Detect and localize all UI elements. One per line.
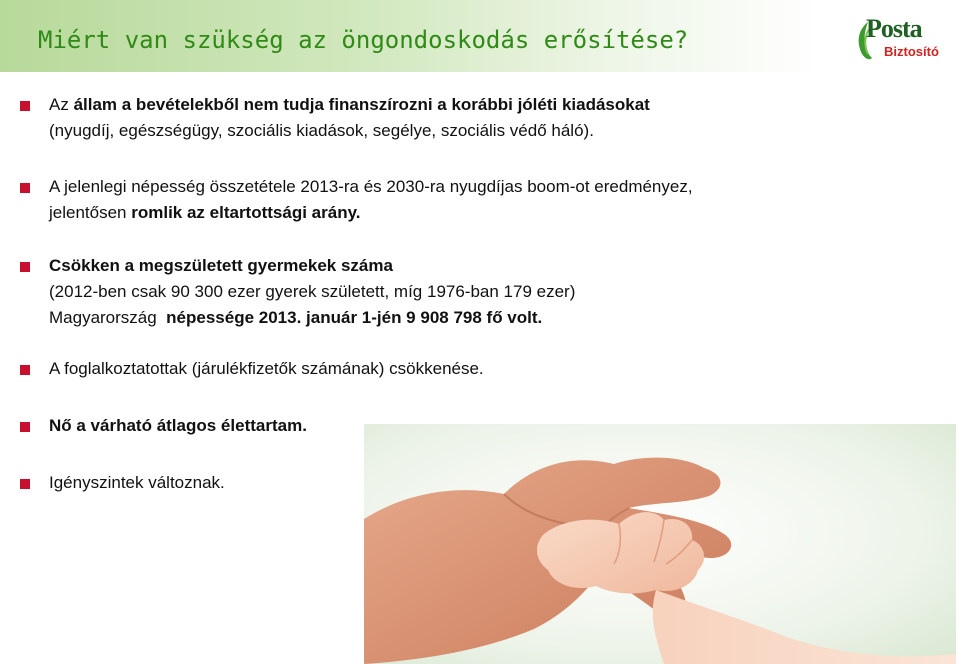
bullet-text: (2012-ben csak 90 300 ezer gyerek született, míg 1976-ban 179 ezer)	[49, 282, 576, 301]
logo-subtitle: Biztosító	[884, 44, 939, 59]
bullet-square-icon	[20, 183, 30, 193]
bullet-text: A jelenlegi népesség összetétele 2013-ra és 2030-ra nyugdíjas boom-ot eredményez,	[49, 177, 693, 196]
bullet-square-icon	[20, 262, 30, 272]
bullet-text: Az	[49, 95, 74, 114]
bullet-text: jelentősen	[49, 203, 132, 222]
bullet-text: (nyugdíj, egészségügy, szociális kiadások, segélye, szociális védő háló).	[49, 121, 594, 140]
bullet-text-bold: Nő a várható átlagos élettartam.	[49, 416, 307, 435]
bullet-square-icon	[20, 365, 30, 375]
bullet-text-bold: romlik az eltartottsági arány.	[131, 203, 361, 222]
bullet-text: Igényszintek változnak.	[49, 473, 225, 492]
logo-brand: Posta	[866, 14, 922, 43]
bullet-square-icon	[20, 101, 30, 111]
bullet-square-icon	[20, 479, 30, 489]
posta-biztosito-logo	[854, 14, 950, 64]
bullet-text-bold: Csökken a megszületett gyermekek száma	[49, 256, 393, 275]
bullet-text: Magyarország	[49, 308, 167, 327]
hands-photo	[364, 424, 956, 664]
title-bar	[0, 0, 820, 72]
bullet-text-bold: állam a bevételekből nem tudja finanszírozni a korábbi jóléti kiadásokat	[73, 95, 650, 114]
bullet-square-icon	[20, 422, 30, 432]
bullet-text-bold: népessége 2013. január 1-jén 9 908 798 fő volt.	[166, 308, 543, 327]
bullet-text: A foglalkoztatottak (járulékfizetők számának) csökkenése.	[49, 359, 484, 378]
page-title: Miért van szükség az öngondoskodás erősítése?	[38, 26, 689, 54]
